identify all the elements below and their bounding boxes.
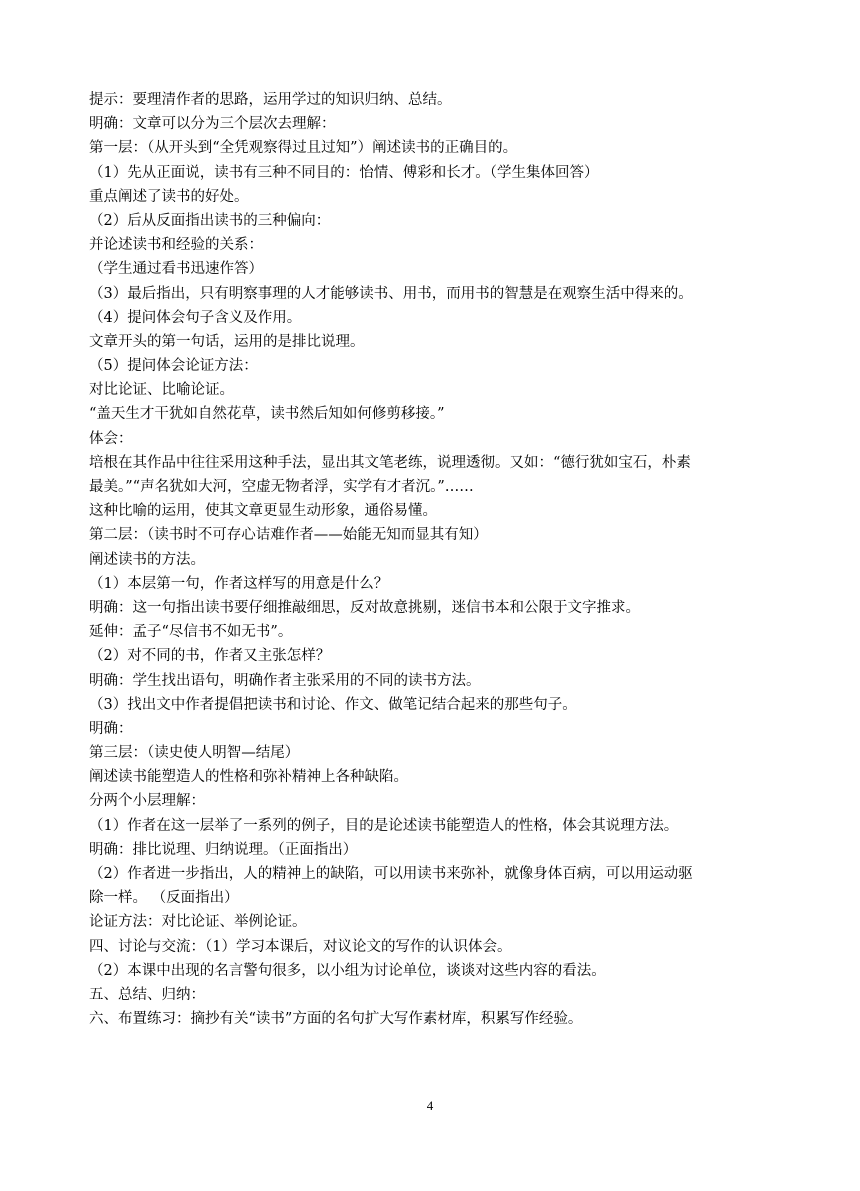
text-line: （5）提问体会论证方法： (89, 358, 258, 375)
text-line: 除一样。 （反面指出） (89, 890, 239, 907)
section-heading: 五、总结、归纳： (89, 986, 205, 1003)
text-line: （2）本课中出现的名言警句很多，以小组为讨论单位，谈谈对这些内容的看法。 (89, 962, 606, 979)
page-number: 4 (426, 1098, 434, 1113)
text-line: 论证方法：对比论证、举例论证。 (89, 914, 307, 931)
text-line: 明确：这一句指出读书要仔细推敲细思，反对故意挑剔，迷信书本和公限于文字推求。 (89, 599, 640, 616)
quote-line: “盖天生才干犹如自然花草，读书然后知如何修剪移接。” (89, 406, 445, 423)
text-line: 明确：学生找出语句，明确作者主张采用的不同的读书方法。 (89, 672, 481, 689)
text-line: （1）先从正面说，读书有三种不同目的：怡情、傅彩和长才。（学生集体回答） (89, 164, 599, 181)
section-heading: 第三层：（读史使人明智—结尾） (89, 745, 300, 762)
text-line: 阐述读书能塑造人的性格和弥补精神上各种缺陷。 (89, 769, 408, 786)
text-line: （2）作者进一步指出，人的精神上的缺陷，可以用读书来弥补，就像身体百病，可以用运动驱 (89, 866, 693, 882)
text-line: 明确：文章可以分为三个层次去理解： (89, 116, 336, 133)
text-line: （4）提问体会句子含义及作用。 (89, 309, 302, 326)
text-line: 明确： (89, 720, 133, 737)
text-line: （3）最后指出，只有明察事理的人才能够读书、用书，而用书的智慧是在观察生活中得来的。 (89, 285, 693, 302)
text-line: 重点阐述了读书的好处。 (89, 188, 249, 205)
text-line: （3）找出文中作者提倡把读书和讨论、作文、做笔记结合起来的那些句子。 (89, 696, 577, 713)
text-line: 最美。”“声名犹如大河，空虚无物者浮，实学有才者沉。”…… (89, 479, 474, 495)
text-line: 延伸：孟子“尽信书不如无书”。 (89, 624, 293, 641)
text-line: 明确：排比说理、归纳说理。（正面指出） (89, 841, 358, 858)
document-body (89, 88, 779, 1031)
text-line: 并论述读书和经验的关系： (89, 237, 263, 254)
section-heading: 第一层：（从开头到“全凭观察得过且过知”）阐述读书的正确目的。 (89, 140, 518, 157)
text-line: （2）对不同的书，作者又主张怎样？ (89, 648, 331, 665)
text-line: 对比论证、比喻论证。 (89, 382, 234, 399)
section-heading: 四、讨论与交流：（1）学习本课后，对议论文的写作的认识体会。 (89, 938, 512, 955)
text-line: 培根在其作品中往往采用这种手法，显出其文笔老练，说理透彻。又如：“德行犹如宝石，朴素 (89, 454, 691, 471)
section-heading: 六、布置练习：摘抄有关“读书”方面的名句扩大写作素材库，积累写作经验。 (89, 1011, 583, 1028)
text-line: 这种比喻的运用，使其文章更显生动形象，通俗易懂。 (89, 503, 437, 520)
text-line: 提示：要理清作者的思路，运用学过的知识归纳、总结。 (89, 92, 452, 108)
text-line: （1）本层第一句，作者这样写的用意是什么？ (89, 575, 389, 592)
text-line: （1）作者在这一层举了一系列的例子，目的是论述读书能塑造人的性格，体会其说理方法。 (89, 817, 679, 834)
text-line: 阐述读书的方法。 (89, 551, 205, 568)
text-line: （学生通过看书迅速作答） (89, 261, 263, 278)
text-line: 分两个小层理解： (89, 793, 205, 810)
text-line: 体会： (89, 430, 133, 447)
text-line: 文章开头的第一句话，运用的是排比说理。 (89, 333, 365, 350)
text-line: （2）后从反面指出读书的三种偏向： (89, 212, 331, 229)
section-heading: 第二层：（读书时不可存心诘难作者——始能无知而显其有知） (89, 527, 488, 544)
